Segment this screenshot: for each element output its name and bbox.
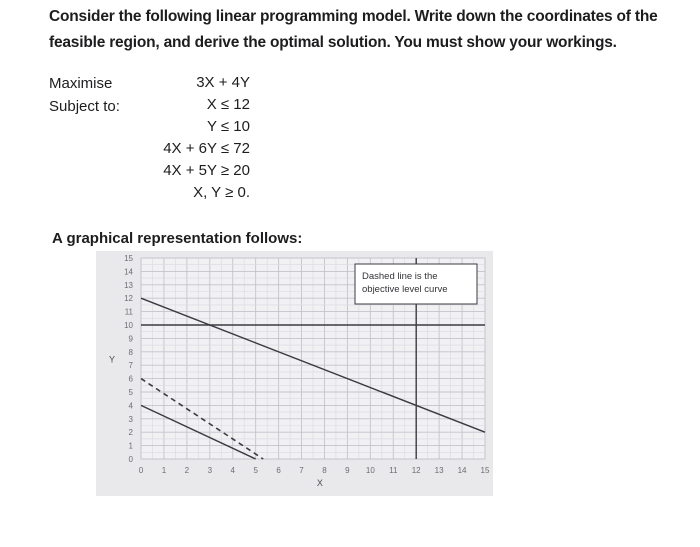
- model-labels: [49, 72, 120, 118]
- legend-text: Dashed line is the: [362, 271, 438, 282]
- y-tick-label: 13: [124, 280, 133, 290]
- y-tick-label: 15: [124, 254, 133, 263]
- lp-model: [150, 72, 250, 204]
- x-tick-label: 3: [207, 466, 213, 475]
- y-tick-label: 2: [128, 428, 133, 438]
- graph-heading: A graphical representation follows:: [52, 230, 303, 247]
- x-tick-label: 2: [184, 466, 190, 475]
- x-tick-label: 15: [480, 466, 490, 475]
- constraint: X ≤ 12: [206, 96, 250, 113]
- y-tick-label: 9: [128, 334, 133, 344]
- y-tick-label: 12: [124, 294, 133, 304]
- y-tick-label: 0: [128, 455, 133, 464]
- question-line: Consider the following linear programming model. Write down the coordinates of the: [49, 8, 658, 25]
- y-tick-label: 14: [124, 267, 133, 277]
- x-tick-label: 5: [253, 466, 258, 475]
- y-tick-label: 4: [128, 401, 133, 411]
- constraint: 4X + 6Y ≤ 72: [163, 140, 250, 157]
- x-tick-label: 11: [389, 466, 398, 475]
- lp-graph-figure: [96, 251, 493, 496]
- x-tick-label: 10: [365, 466, 375, 475]
- y-tick-label: 11: [124, 307, 133, 317]
- x-tick-label: 12: [411, 466, 421, 475]
- y-tick-label: 6: [128, 374, 133, 384]
- x-tick-label: 6: [276, 466, 281, 475]
- constraint: X, Y ≥ 0.: [193, 184, 250, 201]
- maximise-label: Maximise: [49, 75, 113, 92]
- constraint: 4X + 5Y ≥ 20: [163, 162, 250, 179]
- y-tick-label: 8: [128, 347, 133, 357]
- x-tick-label: 7: [299, 466, 304, 475]
- x-tick-label: 8: [322, 466, 327, 475]
- subject-to-label: Subject to:: [49, 98, 120, 115]
- y-tick-label: 3: [128, 414, 133, 424]
- x-tick-label: 14: [457, 466, 467, 475]
- objective-function: 3X + 4Y: [196, 74, 250, 91]
- x-tick-label: 0: [138, 466, 144, 475]
- question-line: feasible region, and derive the optimal solution. You must show your workings.: [49, 34, 617, 51]
- question-text: [49, 4, 697, 56]
- y-tick-label: 10: [124, 321, 133, 330]
- legend-text: objective level curve: [362, 284, 448, 295]
- x-tick-label: 4: [230, 466, 235, 475]
- y-axis-label: Y: [108, 354, 116, 365]
- y-tick-label: 1: [128, 441, 133, 451]
- x-axis-label: X: [316, 478, 323, 488]
- y-tick-label: 7: [128, 361, 133, 371]
- x-tick-label: 9: [345, 466, 350, 475]
- constraint: Y ≤ 10: [207, 118, 250, 135]
- x-tick-label: 13: [434, 466, 444, 475]
- x-tick-label: 1: [161, 466, 167, 475]
- lp-chart: [96, 251, 493, 496]
- y-tick-label: 5: [128, 388, 133, 397]
